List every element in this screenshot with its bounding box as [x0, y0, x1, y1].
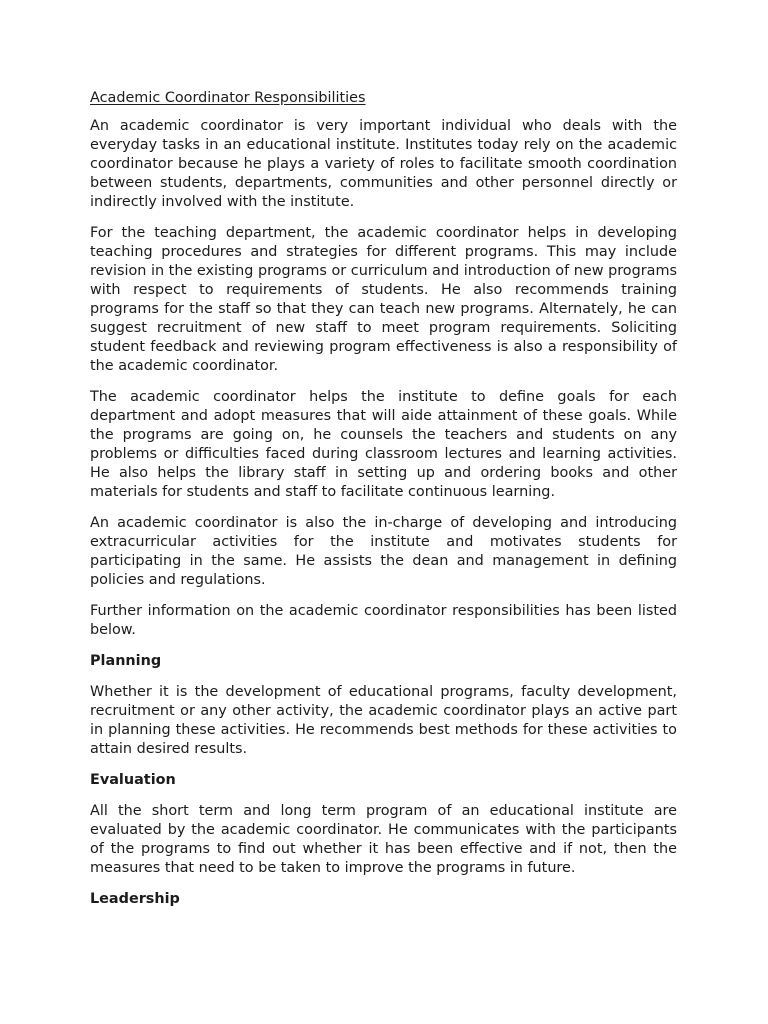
document-page [90, 89, 677, 921]
section-heading-evaluation: Evaluation [90, 772, 176, 788]
intro-paragraph: An academic coordinator is very important individual who deals with the everyday tasks in an educational institute. Institutes today rely on the academic coordinator because he plays a variety of roles to facilitate smooth coordination between students, departments, communities and other personnel directly or indirectly involved with the institute. [90, 118, 677, 210]
intro-paragraph: An academic coordinator is also the in-charge of developing and introducing extracurricular activities for the institute and motivates students for participating in the same. He assists the dean and management in defining policies and regulations. [90, 515, 677, 588]
section-text-evaluation: All the short term and long term program of an educational institute are evaluated by the academic coordinator. He communicates with the participants of the programs to find out whether it has been effective and if not, then the measures that need to be taken to improve the programs in future. [90, 803, 677, 876]
intro-paragraph: The academic coordinator helps the institute to define goals for each department and adopt measures that will aide attainment of these goals. While the programs are going on, he counsels the teachers and students on any problems or difficulties faced during classroom lectures and learning activities. He also helps the library staff in setting up and ordering books and other materials for students and staff to facilitate continuous learning. [90, 389, 677, 500]
intro-paragraph: Further information on the academic coordinator responsibilities has been listed below. [90, 603, 677, 638]
section-heading-planning: Planning [90, 653, 162, 669]
section-heading-leadership: Leadership [90, 891, 180, 907]
document-title: Academic Coordinator Responsibilities [90, 90, 366, 106]
section-text-planning: Whether it is the development of educational programs, faculty development, recruitment or any other activity, the academic coordinator plays an active part in planning these activities. He recommends best methods for these activities to attain desired results. [90, 684, 677, 757]
intro-paragraph: For the teaching department, the academic coordinator helps in developing teaching procedures and strategies for different programs. This may include revision in the existing programs or curriculum and introduction of new programs with respect to requirements of students. He also recommends training programs for the staff so that they can teach new programs. Alternately, he can suggest recruitment of new staff to meet program requirements. Soliciting student feedback and reviewing program effectiveness is also a responsibility of the academic coordinator. [90, 225, 677, 374]
